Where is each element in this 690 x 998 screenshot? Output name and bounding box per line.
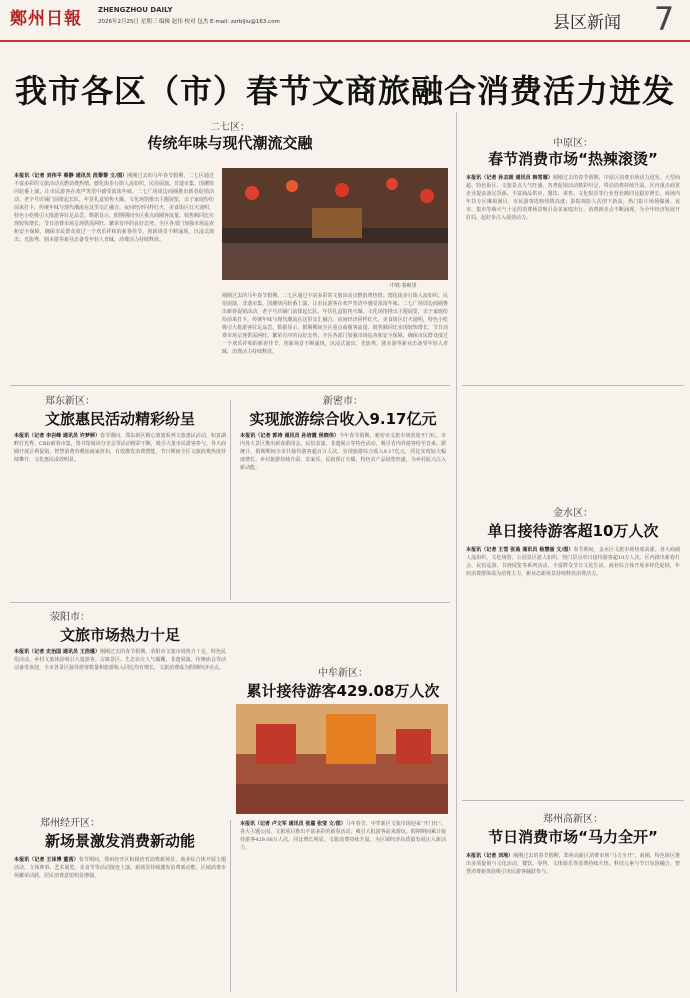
section-divider bbox=[462, 385, 684, 386]
jingkai-title: 新场景激发消费新动能 bbox=[44, 832, 195, 850]
erqi-district: 二七区： bbox=[210, 122, 250, 133]
gaoxin-title: 节日消费市场“马力全开” bbox=[488, 828, 658, 846]
xingyang-title: 文旅市场热力十足 bbox=[59, 626, 180, 644]
main-headline: 我市各区（市）春节文商旅融合消费活力迸发 bbox=[14, 72, 675, 110]
newspaper-logo: 鄭州日報 bbox=[10, 9, 82, 29]
zhengdong-title: 文旅惠民活动精彩纷呈 bbox=[44, 410, 195, 428]
jinshui-body: 本报讯（记者 王雪 张盈 通讯员 杨慧丽 文/图）春节期间，金水区文旅市场热度高涨。各大商圈人流如织，文化场馆、公园景区游人如织，热门景点单日接待游客超10万人次。区内推出新春灯会、民俗巡游、书画展览等系列活动，丰富群众节日文化生活。商业综合体开展多样化促销，年轻消费群体成为消费主力，新业态新场景持续释放消费活力。 bbox=[466, 547, 680, 577]
zhongmou-district: 中牟新区： bbox=[318, 668, 368, 679]
page-number: 7 bbox=[653, 0, 675, 38]
zhongyuan-district: 中原区： bbox=[553, 138, 593, 149]
section-divider bbox=[462, 800, 684, 801]
issue-meta: 2026年2月25日 星期三 编辑 赵伟 校对 包杰 E-mail: zzrbljiu@163.com bbox=[98, 19, 280, 25]
column-divider bbox=[230, 400, 231, 600]
jinshui-title: 单日接待游客超10万人次 bbox=[487, 522, 659, 540]
gaoxin-district: 郑州高新区： bbox=[543, 814, 603, 825]
zhongmou-body: 本报讯（记者 卢文军 通讯员 张嘉 张莹 文/图）马年春节，中牟新区文旅市场迎来“开门红”。各大主题公园、文旅项目推出丰富多彩的新春活动，吸引大批游客前来游玩。假期期间累计接待游客429.08万人次，同比增长明显，文旅消费持续升温，为区域经济高质量发展注入新活力。 bbox=[240, 821, 446, 851]
zhongmou-photo bbox=[236, 704, 448, 814]
jingkai-body: 本报讯（记者 王译博 董茜）春节期间，郑州经开区积极培育消费新场景，商业综合体开展主题活动，文体赛事、艺术展览、美食节等活动接连上演。新场景持续激发消费新动能，区域消费市场繁荣活跃，居民消费意愿明显增强。 bbox=[14, 857, 226, 879]
xingyang-district: 荥阳市： bbox=[50, 612, 90, 623]
column-divider bbox=[456, 112, 457, 992]
zhengdong-district: 郑东新区： bbox=[45, 396, 95, 407]
erqi-body: 本报讯（记者 刘伟平 蔡静 通讯员 段黎黎 文/图）刚刚过去的马年春节假期，二七区通过丰富多彩的文旅活动点燃消费热情。德化街步行街人流如织，民俗展演、非遗市集、国潮快闪轮番上演，让市民游客在欢声笑语中感受浓浓年味。二七广场周边商圈推出新春促销活动，老字号店铺门前排起长队，年货礼盒销售火爆。文化场馆推出主题展览，亲子家庭纷纷前来打卡，传统年味与现代潮流在这里交汇融合。夜间经济同样红火，美食街区灯火通明，特色小吃吸引大批游客驻足品尝。数据显示，假期期间全区重点商圈客流量、销售额同比实现较快增长，节日消费市场呈现供需两旺、繁荣有序的良好态势。全区各部门加强市场巡查和安全保障，确保市民群众度过一个欢乐祥和的新春佳节。创新场景不断涌现，沉浸式演出、光影秀、剧本游等新业态备受年轻人青睐，消费活力持续释放。 bbox=[14, 173, 214, 243]
section-title: 县区新闻 bbox=[553, 13, 621, 33]
zhongyuan-body: 本报讯（记者 孙志刚 通讯员 韩雪雁）刚刚过去的春节假期，中原区消费市场活力迸发。大型商超、特色街区、文旅景点人气旺盛，各类促销活动精彩纷呈，带动消费持续升温。区内重点商贸企业提前备足货源，丰富商品供应，餐饮、零售、文化娱乐等行业营业额同比稳步增长。商场内年货专区琳琅满目，市民游客选购热情高涨；影院观影人次创下新高，热门影片场场爆满。夜市、集市等烟火气十足的消费场景吸引众多家庭出行，消费新亮点不断涌现，为全年经济发展开好局、起好步注入强劲动力。 bbox=[466, 175, 680, 221]
masthead bbox=[0, 0, 690, 42]
zhengdong-body: 本报讯（记者 李岩峰 通讯员 许梦婷）春节期间，郑东新区精心策划系列文旅惠民活动，如意湖畔灯光秀、CBD新春市集、图书馆阅读分享会等活动精彩不断，吸引大量市民游客参与。各大商圈开展让利促销，智慧消费券叠加商家折扣，有效激发消费潜能。节日期间全区文旅消费热度持续攀升，文化惠民成效明显。 bbox=[14, 433, 226, 463]
xinmi-district: 新密市： bbox=[323, 396, 363, 407]
jinshui-district: 金水区： bbox=[553, 508, 593, 519]
newspaper-english-name: ZHENGZHOU DAILY bbox=[98, 6, 173, 14]
jingkai-district: 郑州经开区： bbox=[40, 818, 100, 829]
erqi-photo bbox=[222, 168, 448, 280]
zhongmou-title: 累计接待游客429.08万人次 bbox=[246, 682, 440, 700]
gaoxin-body: 本报讯（记者 刘地）刚刚过去的春节假期，郑州高新区消费市场“马力全开”。商圈、特色街区推出多项促销与文化活动，餐饮、零售、文体娱乐等消费持续火热。科技元素与节日氛围融合，智慧消费新体验吸引市民游客踊跃参与。 bbox=[466, 853, 680, 875]
erqi-body-col3: 刚刚过去的马年春节假期，二七区通过丰富多彩的文旅活动点燃消费热情。德化街步行街人流如织，民俗展演、非遗市集、国潮快闪轮番上演，让市民游客在欢声笑语中感受浓浓年味。二七广场周边商圈推出新春促销活动，老字号店铺门前排起长队，年货礼盒销售火爆。文化场馆推出主题展览，亲子家庭纷纷前来打卡，传统年味与现代潮流在这里交汇融合。夜间经济同样红火，美食街区灯火通明，特色小吃吸引大批游客驻足品尝。数据显示，假期期间全区重点商圈客流量、销售额同比实现较快增长，节日消费市场呈现供需两旺、繁荣有序的良好态势。全区各部门加强市场巡查和安全保障，确保市民群众度过一个欢乐祥和的新春佳节。创新场景不断涌现，沉浸式演出、光影秀、剧本游等新业态备受年轻人青睐，消费活力持续释放。 bbox=[222, 293, 448, 355]
zhongyuan-title: 春节消费市场“热辣滚烫” bbox=[488, 150, 658, 168]
xingyang-body: 本报讯（记者 史治国 通讯员 王浩瑾）刚刚过去的春节假期，荥阳市文旅市场热力十足，特色民俗活动、乡村文旅体验吸引大量游客。古镇景区、生态农庄人气爆棚，非遗展演、传统庙会等活动备受欢迎。全市各景区接待游客数量和旅游收入同比均有增长，文旅消费成为假期经济亮点。 bbox=[14, 649, 226, 671]
erqi-title: 传统年味与现代潮流交融 bbox=[147, 134, 313, 152]
erqi-photo-caption: 中铁·春和里 bbox=[390, 283, 417, 289]
column-divider bbox=[230, 820, 231, 992]
xinmi-body: 本报讯（记者 郭涛 通讯员 孙培霞 侯晓伟）今年春节假期，新密市文旅市场喜迎开门红。市内各大景区推出新春游园会、民俗表演、非遗展示等特色活动，吸引省内外游客纷至沓来。据统计，假期期间全市共接待游客超百万人次，实现旅游综合收入9.17亿元，同比实现较大幅度增长。乡村旅游持续升温，农家乐、民宿预订火爆，特色农产品销售旺盛，为乡村振兴注入新动能。 bbox=[240, 433, 446, 471]
section-divider bbox=[10, 602, 450, 603]
section-divider bbox=[10, 385, 450, 386]
xinmi-title: 实现旅游综合收入9.17亿元 bbox=[249, 410, 437, 428]
